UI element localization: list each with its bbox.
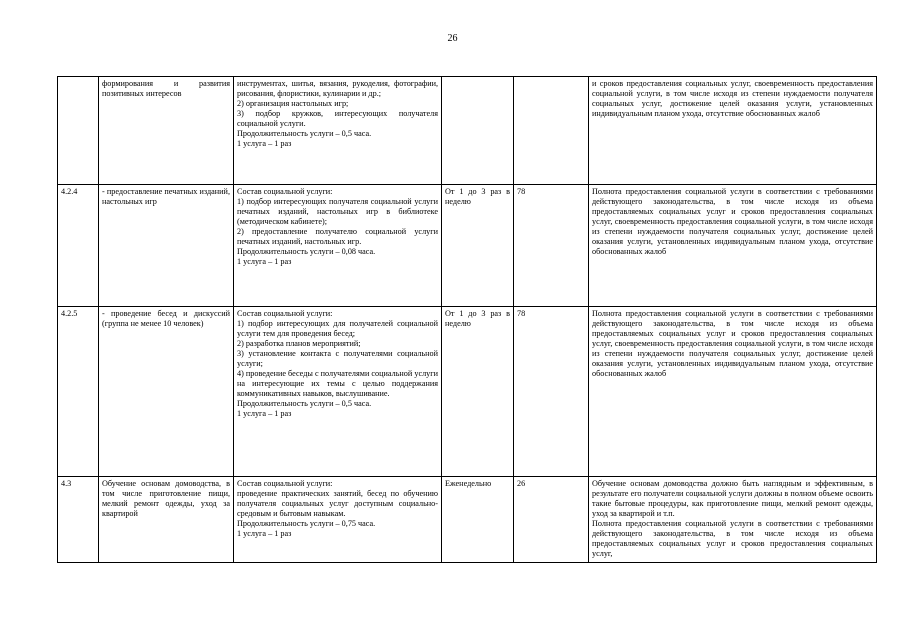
service-number-cell <box>58 477 99 563</box>
page-number: 26 <box>447 33 458 44</box>
service-count-cell <box>514 307 589 477</box>
service-quality-cell <box>589 185 877 307</box>
service-frequency: От 1 до 3 раз в неделю <box>445 187 510 206</box>
service-name-cell <box>99 307 234 477</box>
service-content-line: 3) подбор кружков, интересующих получателя социальной услуги. <box>237 109 438 128</box>
service-content-cell <box>234 185 442 307</box>
service-content-line: 1) подбор интересующих получателя социальной услуги печатных изданий, настольных игр в библиотеке (методическом кабинете); <box>237 197 438 226</box>
service-frequency-cell <box>442 307 514 477</box>
service-content-line: Состав социальной услуги: <box>237 309 333 318</box>
service-number-cell <box>58 77 99 185</box>
service-name: Обучение основам домоводства, в том числе приготовление пищи, мелкий ремонт одежды, уход за квартирой <box>102 479 230 518</box>
service-quality-line: Полнота предоставления социальной услуги в соответствии с требованиями действующего законодательства, в том числе исходя из объема предоставляемых социальных услуг и сроков предоставления социальных услуг, своевременность предоставления социальной услуги, в том числе исходя из степени нуждаемости получателя социальных услуг, достижение целей оказания услуги, установленных индивидуальным планом ухода, отсутствие обоснованных жалоб <box>592 187 873 256</box>
service-quality-line: Полнота предоставления социальной услуги в соответствии с требованиями действующего законодательства, в том числе исходя из объема предоставляемых социальных услуг и сроков предоставления социальных услуг, <box>592 519 873 558</box>
service-content-line: Продолжительность услуги – 0,75 часа. <box>237 519 376 528</box>
service-frequency-cell <box>442 477 514 563</box>
service-content-cell <box>234 477 442 563</box>
table-row <box>58 185 877 307</box>
service-content-line: Продолжительность услуги – 0,5 часа. <box>237 399 372 408</box>
service-content-line: Продолжительность услуги – 0,08 часа. <box>237 247 376 256</box>
service-count: 78 <box>517 309 526 318</box>
services-table-body <box>58 77 877 563</box>
service-name-cell <box>99 185 234 307</box>
service-quality-cell <box>589 477 877 563</box>
service-content-cell <box>234 307 442 477</box>
service-frequency-cell <box>442 77 514 185</box>
service-content-line: 1 услуга – 1 раз <box>237 529 292 538</box>
service-count: 78 <box>517 187 526 196</box>
service-count: 26 <box>517 479 526 488</box>
service-number-cell <box>58 185 99 307</box>
service-name-cell <box>99 77 234 185</box>
service-name: - проведение бесед и дискуссий (группа не менее 10 человек) <box>102 309 230 328</box>
service-count-cell <box>514 77 589 185</box>
service-content-line: Состав социальной услуги: <box>237 479 333 488</box>
service-content-line: проведение практических занятий, бесед по обучению получателя социальных услуг доступным социально-средовым и бытовым навыкам. <box>237 489 438 518</box>
service-count-cell <box>514 477 589 563</box>
service-number: 4.2.4 <box>61 187 78 196</box>
service-number: 4.3 <box>61 479 72 488</box>
table-row <box>58 307 877 477</box>
table-row <box>58 77 877 185</box>
service-content-line: 2) разработка планов мероприятий; <box>237 339 361 348</box>
service-content-line: Продолжительность услуги – 0,5 часа. <box>237 129 372 138</box>
table-row <box>58 477 877 563</box>
service-number-cell <box>58 307 99 477</box>
service-name: формирования и развития позитивных интересов <box>102 79 230 98</box>
service-content-line: 1 услуга – 1 раз <box>237 257 292 266</box>
service-name-cell <box>99 477 234 563</box>
service-frequency: Еженедельно <box>445 479 492 488</box>
service-content-line: инструментах, шитья, вязания, рукоделия, фотографии, рисования, флористики, кулинарии и др.; <box>237 79 438 98</box>
service-content-line: 4) проведение беседы с получателями социальной услуги на интересующие их темы с целью поддержания коммуникативных навыков, выслушивание. <box>237 369 438 398</box>
service-content-line: 2) организация настольных игр; <box>237 99 349 108</box>
service-quality-cell <box>589 77 877 185</box>
service-quality-line: и сроков предоставления социальных услуг, своевременность предоставления социальной услуги, в том числе исходя из степени нуждаемости получателя социальных услуг, достижение целей оказания услуги, установленных индивидуальным планом ухода, отсутствие обоснованных жалоб <box>592 79 873 118</box>
services-table <box>57 76 877 563</box>
service-number: 4.2.5 <box>61 309 78 318</box>
service-quality-line: Полнота предоставления социальной услуги в соответствии с требованиями действующего законодательства, в том числе исходя из объема предоставляемых социальных услуг и сроков предоставления социальных услуг, своевременность предоставления социальной услуги, в том числе исходя из степени нуждаемости получателя социальных услуг, достижение целей оказания услуги, установленных индивидуальным планом ухода, отсутствие обоснованных жалоб <box>592 309 873 378</box>
service-frequency-cell <box>442 185 514 307</box>
service-content-line: 3) установление контакта с получателями социальной услуги; <box>237 349 438 368</box>
service-content-line: 1 услуга – 1 раз <box>237 139 292 148</box>
service-count-cell <box>514 185 589 307</box>
service-content-line: 1 услуга – 1 раз <box>237 409 292 418</box>
service-content-line: 1) подбор интересующих для получателей социальной услуги тем для проведения бесед; <box>237 319 438 338</box>
service-quality-cell <box>589 307 877 477</box>
service-frequency: От 1 до 3 раз в неделю <box>445 309 510 328</box>
service-content-line: Состав социальной услуги: <box>237 187 333 196</box>
service-name: - предоставление печатных изданий, настольных игр <box>102 187 230 206</box>
service-quality-line: Обучение основам домоводства должно быть наглядным и эффективным, в результате его получатели социальной услуги должны в полном объеме освоить такие бытовые процедуры, как приготовление пищи, мелкий ремонт одежды, уход за квартирой и т.п. <box>592 479 873 518</box>
service-content-cell <box>234 77 442 185</box>
service-content-line: 2) предоставление получателю социальной услуги печатных изданий, настольных игр. <box>237 227 438 246</box>
